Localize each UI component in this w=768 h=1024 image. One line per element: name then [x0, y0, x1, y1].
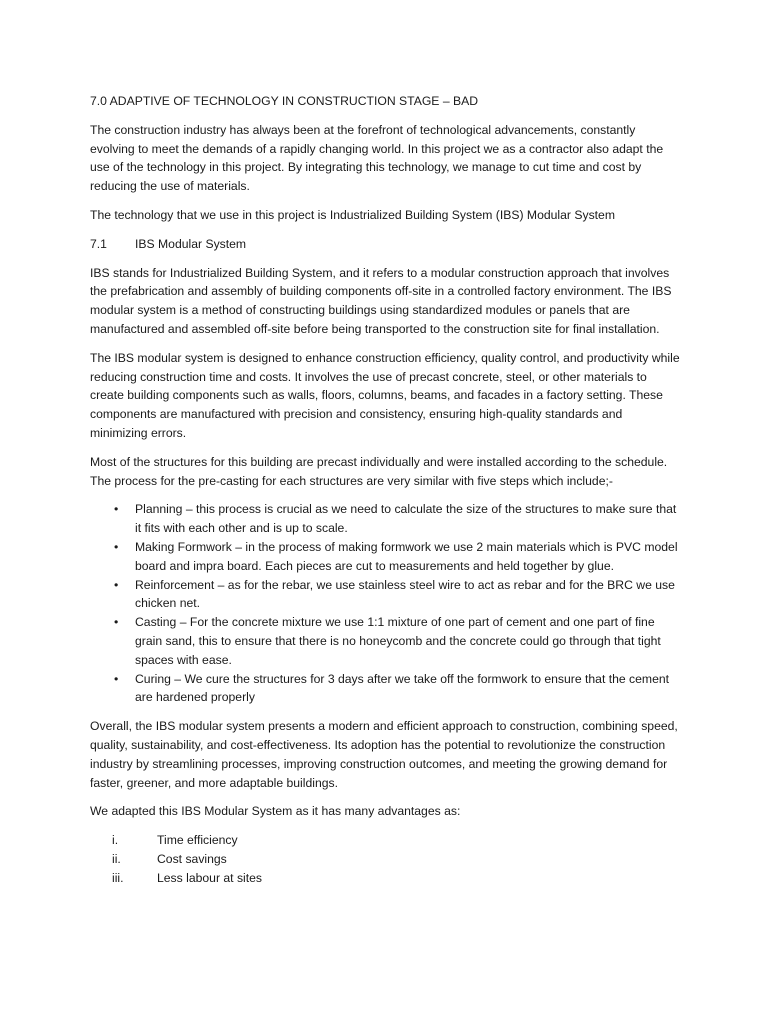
document-page	[90, 92, 680, 887]
list-item	[90, 500, 680, 538]
ibs-definition-paragraph: IBS stands for Industrialized Building System, and it refers to a modular construction approach that involves the prefabrication and assembly of building components off-site in a controlled factory environment. The IBS modular system is a method of constructing buildings using standardized modules or panels that are manufactured and assembled off-site before being transported to the construction site for final installation.	[90, 265, 672, 336]
list-item-number: iii.	[112, 870, 124, 885]
advantages-intro-paragraph: We adapted this IBS Modular System as it has many advantages as:	[90, 804, 461, 819]
process-steps-list	[90, 500, 680, 707]
list-item-text: Time efficiency	[157, 833, 238, 848]
list-item-text: Cost savings	[157, 851, 227, 866]
overall-paragraph: Overall, the IBS modular system presents a modern and efficient approach to construction, combining speed, quality, sustainability, and cost-effectiveness. Its adoption has the potential to revolutionize the construction industry by streamlining processes, improving construction outcomes, and meeting the growing demand for faster, greener, and more adaptable buildings.	[90, 719, 678, 790]
list-item	[90, 576, 680, 614]
bullet-icon: •	[114, 577, 119, 592]
list-item	[90, 831, 680, 850]
bullet-icon: •	[114, 615, 119, 630]
list-item-text: Less labour at sites	[157, 870, 263, 885]
technology-paragraph: The technology that we use in this project is Industrialized Building System (IBS) Modular System	[90, 207, 615, 222]
ibs-design-paragraph: The IBS modular system is designed to enhance construction efficiency, quality control, and productivity while reducing construction time and costs. It involves the use of precast concrete, steel, or other materials to create building components such as walls, floors, columns, beams, and facades in a factory setting. These components are manufactured with precision and consistency, ensuring high-quality standards and minimizing errors.	[90, 350, 680, 440]
subsection-number: 7.1	[90, 236, 107, 251]
subsection-heading	[90, 235, 680, 254]
list-item	[90, 538, 680, 576]
list-item	[90, 613, 680, 669]
list-item-text: Making Formwork – in the process of making formwork we use 2 main materials which is PVC model board and impra board. Each pieces are cut to measurements and held together by glue.	[135, 539, 678, 573]
intro-paragraph: The construction industry has always been at the forefront of technological advancements, constantly evolving to meet the demands of a rapidly changing world. In this project we as a contractor also adapt the use of the technology in this project. By integrating this technology, we manage to cut time and cost by reducing the use of materials.	[90, 122, 664, 194]
precast-paragraph: Most of the structures for this building are precast individually and were installed according to the schedule. The process for the pre-casting for each structures are very similar with five steps which include;-	[90, 454, 668, 488]
list-item	[90, 670, 680, 708]
section-heading: 7.0 ADAPTIVE OF TECHNOLOGY IN CONSTRUCTION STAGE – BAD	[90, 94, 479, 108]
list-item-text: Casting – For the concrete mixture we use 1:1 mixture of one part of cement and one part of fine grain sand, this to ensure that there is no honeycomb and the concrete could go through that tight spaces with ease.	[135, 615, 661, 667]
list-item-number: i.	[112, 833, 119, 848]
list-item-text: Planning – this process is crucial as we need to calculate the size of the structures to make sure that it fits with each other and is up to scale.	[135, 502, 677, 536]
list-item-number: ii.	[112, 851, 121, 866]
bullet-icon: •	[114, 502, 119, 517]
list-item	[90, 869, 680, 888]
advantages-list	[90, 831, 680, 887]
list-item-text: Reinforcement – as for the rebar, we use stainless steel wire to act as rebar and for the BRC we use chicken net.	[135, 577, 675, 611]
list-item	[90, 850, 680, 869]
subsection-title: IBS Modular System	[135, 236, 247, 251]
bullet-icon: •	[114, 539, 119, 554]
bullet-icon: •	[114, 671, 119, 686]
list-item-text: Curing – We cure the structures for 3 days after we take off the formwork to ensure that the cement are hardened properly	[135, 671, 670, 705]
